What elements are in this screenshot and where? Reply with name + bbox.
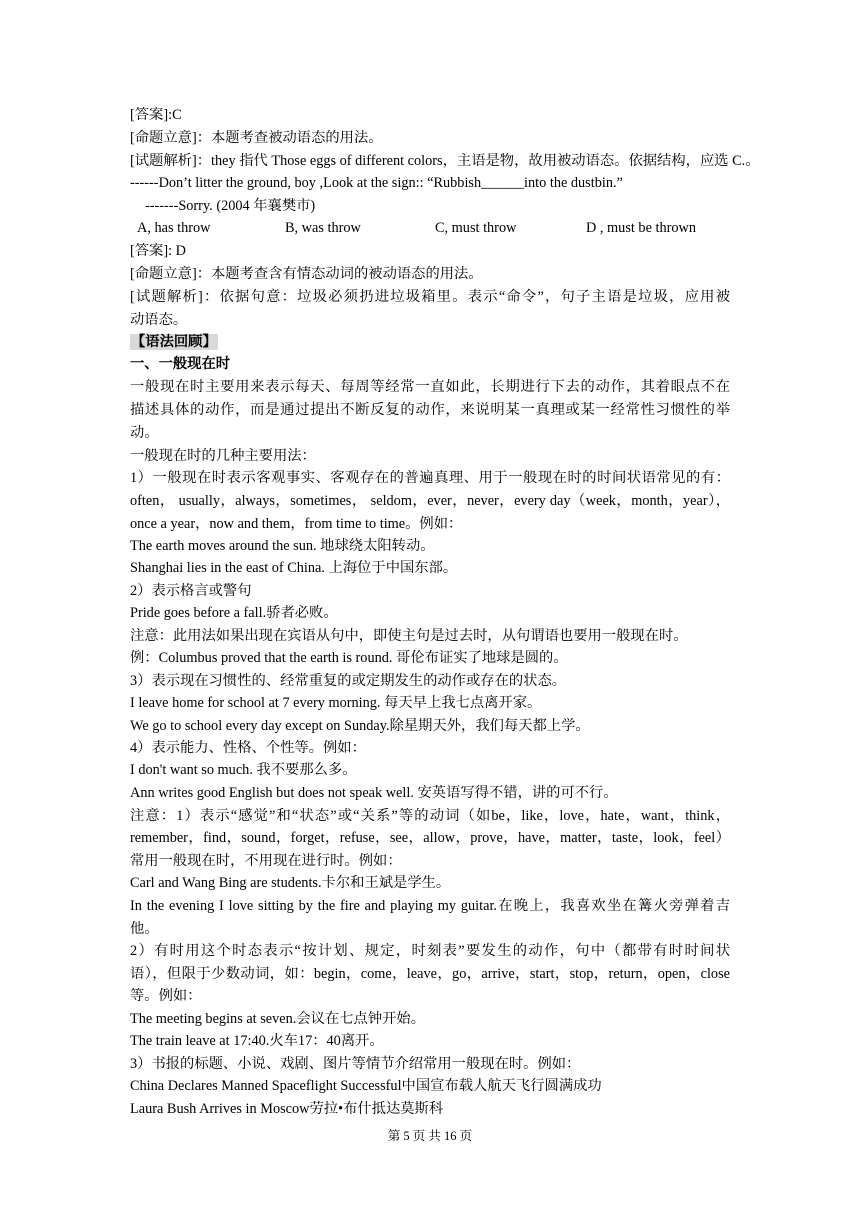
analysis-line: [试题解析]：they 指代 Those eggs of different colors，主语是物，故用被动语态。依据结构，应选 C.。 xyxy=(130,153,760,169)
text-line: often， usually，always，sometimes， seldom，ever，never，every day（week，month，year）， xyxy=(130,493,730,509)
example-line: I don't want so much. 我不要那么多。 xyxy=(130,762,357,778)
example-line: The meeting begins at seven.会议在七点钟开始。 xyxy=(130,1011,426,1027)
text-line: 他。 xyxy=(130,921,159,937)
example-line: We go to school every day except on Sunday.除星期天外，我们每天都上学。 xyxy=(130,718,590,734)
example-line: The train leave at 17:40.火车17：40离开。 xyxy=(130,1033,384,1049)
example-line: Carl and Wang Bing are students.卡尔和王斌是学生。 xyxy=(130,875,451,891)
text-line: 3）表示现在习惯性的、经常重复的或定期发生的动作或存在的状态。 xyxy=(130,673,567,689)
example-line: 例：Columbus proved that the earth is round. 哥伦布证实了地球是圆的。 xyxy=(130,650,568,666)
note-line: 注意：1）表示“感觉”和“状态”或“关系”等的动词（如be，like，love，hate，want，think， xyxy=(130,808,730,824)
option-c: C, must throw xyxy=(435,220,517,236)
page-footer: 第 5 页 共 16 页 xyxy=(387,1129,473,1143)
option-b: B, was throw xyxy=(285,220,361,236)
text-line: 4）表示能力、性格、个性等。例如： xyxy=(130,740,366,756)
analysis-line: [试题解析]：依据句意：垃圾必须扔进垃圾箱里。表示“命令”，句子主语是垃圾，应用被 xyxy=(130,289,730,305)
text-line: 2）表示格言或警句 xyxy=(130,583,252,599)
question-reply-line: -------Sorry. (2004 年襄樊市) xyxy=(145,198,316,214)
example-line: Ann writes good English but does not speak well. 安英语写得不错，讲的可不行。 xyxy=(130,785,618,801)
answer-line: [答案]:C xyxy=(130,107,182,123)
grammar-review-heading: 【语法回顾】 xyxy=(131,334,217,350)
example-line: Pride goes before a fall.骄者必败。 xyxy=(130,605,338,621)
option-a: A, has throw xyxy=(137,220,211,236)
answer-line: [答案]: D xyxy=(130,243,186,259)
text-line: 动。 xyxy=(130,425,159,441)
text-line: 一般现在时的几种主要用法： xyxy=(130,448,316,464)
section-heading xyxy=(130,333,730,351)
example-line: In the evening I love sitting by the fire and playing my guitar.在晚上，我喜欢坐在篝火旁弹着吉 xyxy=(130,898,730,914)
example-line: I leave home for school at 7 every morning. 每天早上我七点离开家。 xyxy=(130,695,542,711)
text-line: 1）一般现在时表示客观事实、客观存在的普遍真理、用于一般现在时的时间状语常见的有： xyxy=(130,470,730,486)
text-line: 动语态。 xyxy=(130,312,188,328)
question-line: ------Don’t litter the ground, boy ,Look at the sign:: “Rubbish______into the dustbin.” xyxy=(130,175,623,191)
text-line: 2）有时用这个时态表示“按计划、规定，时刻表”要发生的动作，句中（都带有时时间状 xyxy=(130,943,730,959)
note-line: 注意：此用法如果出现在宾语从句中，即使主句是过去时，从句谓语也要用一般现在时。 xyxy=(130,628,688,644)
text-line: once a year，now and them，from time to time。例如： xyxy=(130,516,463,532)
text-line: 一般现在时主要用来表示每天、每周等经常一直如此，长期进行下去的动作，其着眼点不在 xyxy=(130,379,730,395)
example-line: Shanghai lies in the east of China. 上海位于中国东部。 xyxy=(130,560,458,576)
text-line: remember，find，sound，forget，refuse，see，allow，prove，have，matter，taste，look，feel） xyxy=(130,830,730,846)
text-line: 语），但限于少数动词，如：begin，come，leave，go，arrive，start，stop，return，open，close xyxy=(130,966,730,982)
example-line: Laura Bush Arrives in Moscow劳拉•布什抵达莫斯科 xyxy=(130,1101,444,1117)
text-line: 等。例如： xyxy=(130,988,202,1004)
text-line: 描述具体的动作，而是通过提出不断反复的动作，来说明某一真理或某一经常性习惯性的举 xyxy=(130,402,730,418)
text-line: 3）书报的标题、小说、戏剧、图片等情节介绍常用一般现在时。例如： xyxy=(130,1056,581,1072)
intent-line: [命题立意]：本题考查含有情态动词的被动语态的用法。 xyxy=(130,266,483,282)
text-line: 常用一般现在时，不用现在进行时。例如： xyxy=(130,853,402,869)
example-line: The earth moves around the sun. 地球绕太阳转动。 xyxy=(130,538,435,554)
example-line: China Declares Manned Spaceflight Successful中国宣布载人航天飞行圆满成功 xyxy=(130,1078,602,1094)
subsection-heading: 一、一般现在时 xyxy=(130,356,231,372)
option-d: D , must be thrown xyxy=(586,220,696,236)
intent-line: [命题立意]：本题考查被动语态的用法。 xyxy=(130,130,383,146)
